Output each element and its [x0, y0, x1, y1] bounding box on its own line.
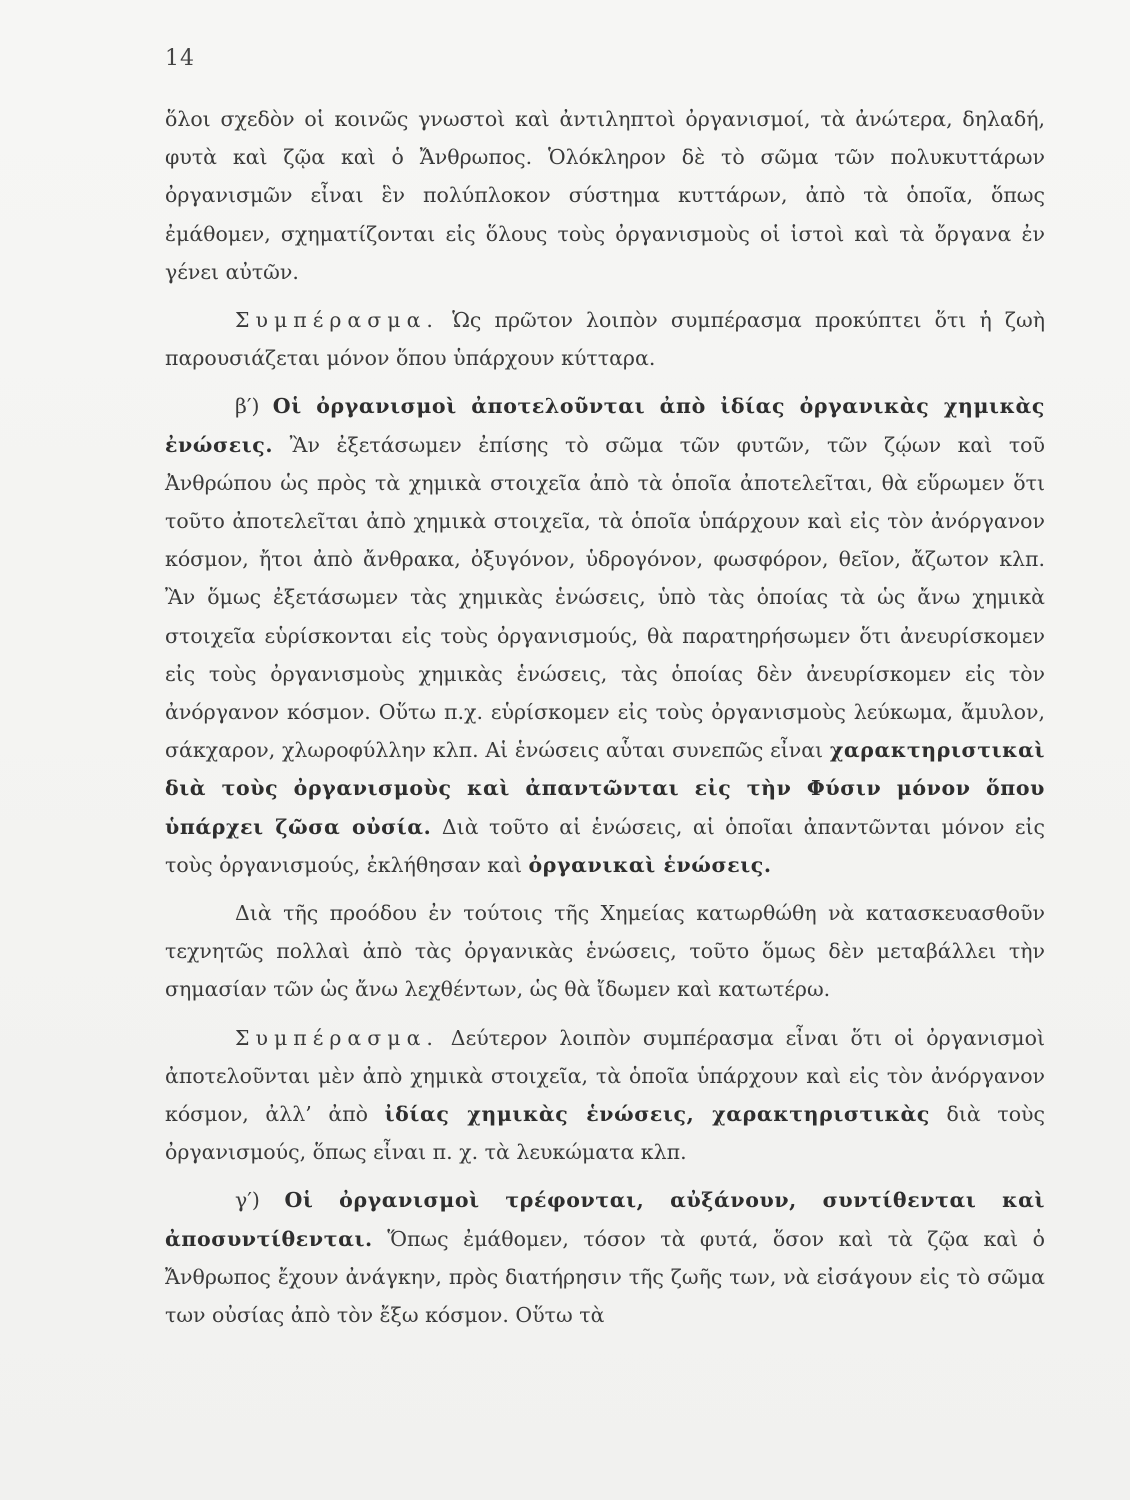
paragraph	[165, 894, 1045, 1009]
bold-text-run: χαρακτηριστικαὶ διὰ τοὺς ὀργανισμοὺς καὶ ἀπαντῶνται εἰς τὴν Φύσιν μόνον ὅπου ὑπάρχει ζῶσα οὐσία.	[165, 738, 1045, 839]
text-run: Ἂν ἐξετάσωμεν ἐπίσης τὸ σῶμα τῶν φυτῶν, τῶν ζῴων καὶ τοῦ Ἀνθρώπου ὡς πρὸς τὰ χημικὰ στοιχεῖα ἀπὸ τὰ ὁποῖα ἀποτελεῖται, θὰ εὕρωμεν ὅτι τοῦτο ἀποτελεῖται ἀπὸ χημικὰ στοιχεῖα, τὰ ὁποῖα ὑπάρχουν καὶ εἰς τὸν ἀνόργανον κόσμον, ἤτοι ἀπὸ ἄνθρακα, ὀξυγόνον, ὑδρογόνον, φωσφόρον, θεῖον, ἄζωτον κλπ. Ἂν ὅμως ἐξετάσωμεν τὰς χημικὰς ἑνώσεις, ὑπὸ τὰς ὁποίας τὰ ὡς ἄνω χημικὰ στοιχεῖα εὑρίσκονται εἰς τοὺς ὀργανισμούς, θὰ παρατηρήσωμεν ὅτι ἀνευρίσκομεν εἰς τοὺς ὀργανισμοὺς χημικὰς ἑνώσεις, τὰς ὁποίας δὲν ἀνευρίσκομεν εἰς τὸν ἀνόργανον κόσμον. Οὕτω π.χ. εὑρίσκομεν εἰς τοὺς ὀργανισμοὺς λεύκωμα, ἄμυλον, σάκχαρον, χλωροφύλλην κλπ. Αἱ ἑνώσεις αὗται συνεπῶς εἶναι	[165, 432, 1045, 763]
text-run: ὅλοι σχεδὸν οἱ κοινῶς γνωστοὶ καὶ ἀντιληπτοὶ ὀργανισμοί, τὰ ἀνώτερα, δηλαδή, φυτὰ καὶ ζῷα καὶ ὁ Ἄνθρωπος. Ὁλόκληρον δὲ τὸ σῶμα τῶν πολυκυττάρων ὀργανισμῶν εἶναι ἓν πολύπλοκον σύστημα κυττάρων, ἀπὸ τὰ ὁποῖα, ὅπως ἐμάθομεν, σχηματίζονται εἰς ὅλους τοὺς ὀργανισμοὺς οἱ ἱστοὶ καὶ τὰ ὄργανα ἐν γένει αὐτῶν.	[165, 107, 1045, 284]
spaced-heading-run: Συμπέρασμα.	[235, 308, 439, 333]
spaced-heading-run: Συμπέρασμα.	[235, 1025, 439, 1050]
paragraph	[165, 1019, 1045, 1172]
bold-text-run: ὀργανικαὶ ἑνώσεις.	[528, 852, 772, 877]
text-run: διὰ τοὺς ὀργανισμούς, ὅπως εἶναι π. χ. τὰ λευκώματα κλπ.	[165, 1102, 1045, 1165]
paragraph	[165, 1181, 1045, 1334]
text-run: Διὰ τῆς προόδου ἐν τούτοις τῆς Χημείας κατωρθώθη νὰ κατασκευασθοῦν τεχνητῶς πολλαὶ ἀπὸ τὰς ὀργανικὰς ἑνώσεις, τοῦτο ὅμως δὲν μεταβάλλει τὴν σημασίαν τῶν ὡς ἄνω λεχθέντων, ὡς θὰ ἴδωμεν καὶ κατωτέρω.	[165, 901, 1045, 1002]
paragraph	[165, 387, 1045, 884]
text-run: γ′)	[235, 1188, 285, 1213]
paragraph	[165, 301, 1045, 377]
page-number: 14	[165, 46, 195, 71]
text-run: Δεύτερον λοιπὸν συμπέρασμα εἶναι ὅτι οἱ ὀργανισμοὶ ἀποτελοῦνται μὲν ἀπὸ χημικὰ στοιχεῖα, τὰ ὁποῖα ὑπάρχουν καὶ εἰς τὸν ἀνόργανον κόσμον, ἀλλ’ ἀπὸ	[165, 1025, 1045, 1127]
text-run: Ὡς πρῶτον λοιπὸν συμπέρασμα προκύπτει ὅτι ἡ ζωὴ παρουσιάζεται μόνον ὅπου ὑπάρχουν κύτταρα.	[165, 308, 1045, 371]
bold-text-run: Οἱ ὀργανισμοὶ τρέφονται, αὐξάνουν, συντίθενται καὶ ἀποσυντίθενται.	[165, 1188, 1045, 1251]
bold-text-run: Οἱ ὀργανισμοὶ ἀποτελοῦνται ἀπὸ ἰδίας ὀργανικὰς χημικὰς ἐνώσεις.	[165, 394, 1045, 457]
paragraph	[165, 100, 1045, 291]
text-run: Διὰ τοῦτο αἱ ἑνώσεις, αἱ ὁποῖαι ἀπαντῶνται μόνον εἰς τοὺς ὀργανισμούς, ἐκλήθησαν καὶ	[165, 814, 1045, 877]
text-run: β′)	[235, 394, 273, 419]
page-body-text	[165, 100, 1045, 1344]
text-run: Ὅπως ἐμάθομεν, τόσον τὰ φυτά, ὅσον καὶ τὰ ζῷα καὶ ὁ Ἄνθρωπος ἔχουν ἀνάγκην, πρὸς διατήρησιν τῆς ζωῆς των, νὰ εἰσάγουν εἰς τὸ σῶμα των οὐσίας ἀπὸ τὸν ἔξω κόσμον. Οὕτω τὰ	[165, 1226, 1045, 1328]
bold-text-run: ἰδίας χημικὰς ἑνώσεις, χαρακτηριστικὰς	[384, 1102, 930, 1127]
